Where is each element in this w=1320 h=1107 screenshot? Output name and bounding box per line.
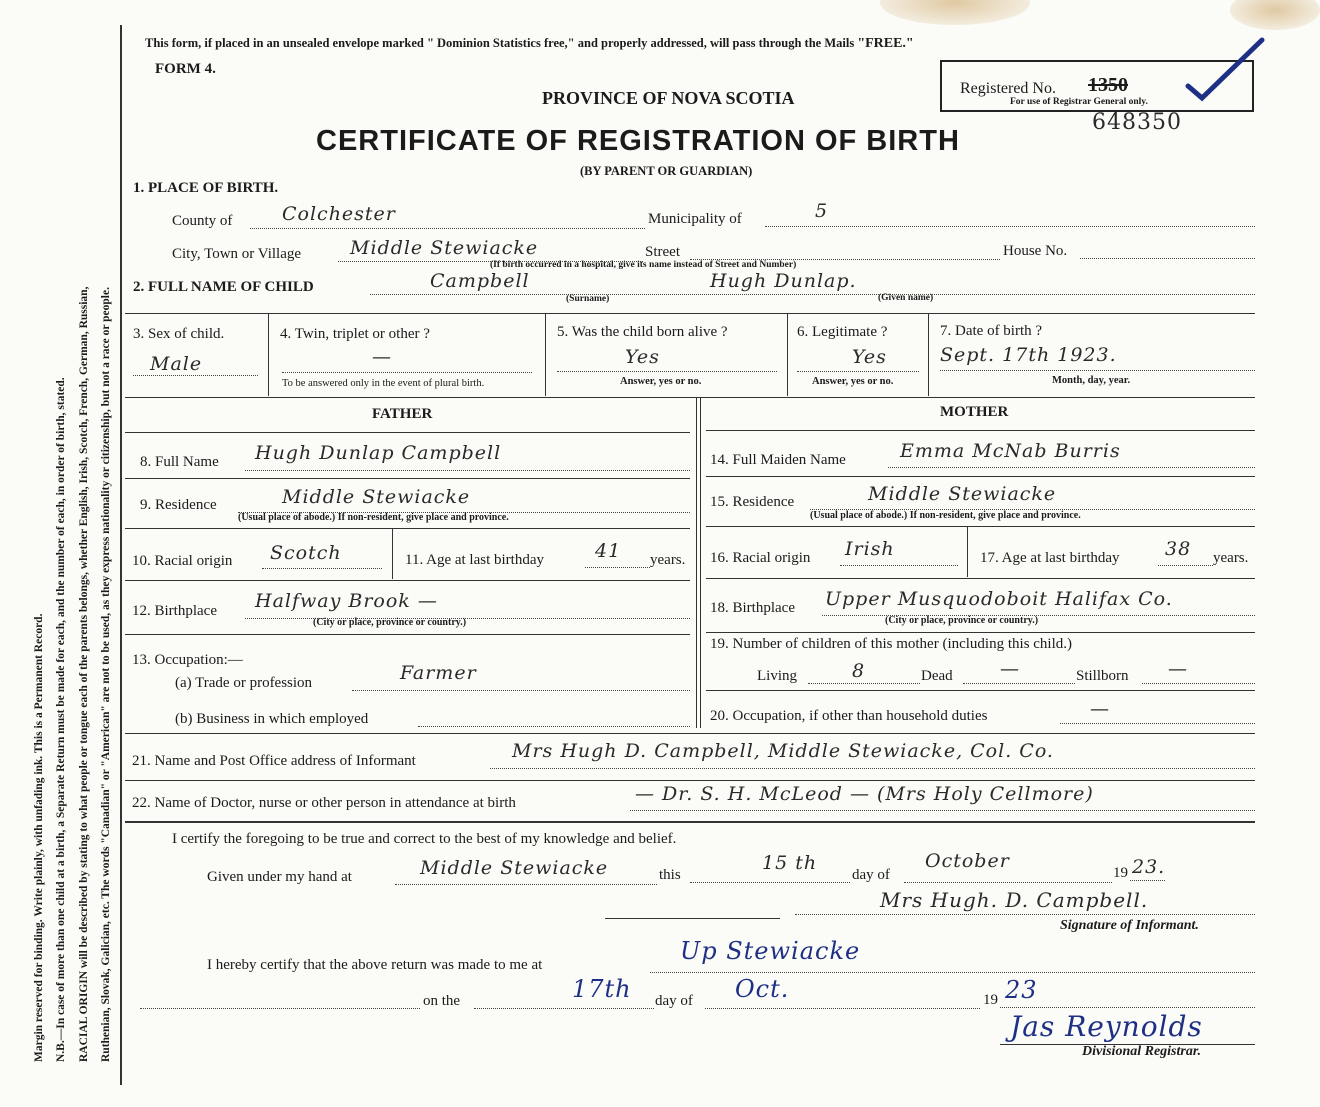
dead-label: Dead (921, 668, 953, 684)
divider (125, 580, 690, 581)
informant-label: 21. Name and Post Office address of Informant (132, 753, 416, 769)
mother-birthplace-label: 18. Birthplace (710, 600, 795, 616)
divider (392, 529, 393, 579)
divider (125, 313, 1255, 314)
divider (696, 398, 697, 728)
mother-name-value: Emma McNab Burris (900, 440, 1121, 462)
father-trade-line (352, 690, 690, 691)
divider (125, 733, 1255, 734)
divider (700, 398, 701, 728)
registrar-day-line (474, 1008, 654, 1009)
alive-label: 5. Was the child born alive ? (557, 324, 728, 340)
divider (706, 578, 1255, 579)
binding-margin-line (120, 25, 122, 1085)
certificate-subtitle: (BY PARENT OR GUARDIAN) (580, 164, 753, 178)
mother-birthplace-value: Upper Musquodoboit Halifax Co. (825, 588, 1173, 610)
child-given-name: Hugh Dunlap. (710, 270, 857, 292)
legitimate-value: Yes (852, 346, 887, 368)
day-of-label: day of (852, 867, 890, 883)
father-name-line (245, 470, 690, 471)
margin-note-1: Margin reserved for binding. Write plainly, with unfading ink. This is a Permanent Record. (33, 613, 45, 1062)
street-label: Street (645, 244, 680, 260)
father-racial-label: 10. Racial origin (132, 553, 233, 569)
divider (928, 314, 929, 396)
registrar-day-value: 17th (572, 975, 632, 1003)
checkmark-icon (1180, 34, 1270, 104)
dob-note: Month, day, year. (1052, 375, 1131, 386)
living-line (808, 683, 920, 684)
father-birthplace-line (245, 618, 690, 619)
divider (125, 397, 1255, 398)
sex-label: 3. Sex of child. (133, 326, 225, 342)
dead-line (963, 683, 1075, 684)
registration-number: 648350 (1092, 110, 1182, 135)
stillborn-line (1142, 683, 1255, 684)
registrar-place-value: Up Stewiacke (680, 937, 861, 965)
paper-stain (880, 0, 1030, 25)
father-residence-label: 9. Residence (140, 497, 217, 513)
place-of-birth-heading: 1. PLACE OF BIRTH. (133, 180, 279, 196)
registrar-note: For use of Registrar General only. (1010, 97, 1148, 107)
form-number: FORM 4. (155, 61, 216, 77)
twin-label: 4. Twin, triplet or other ? (280, 326, 430, 342)
registrar-month-line (705, 1008, 980, 1009)
informant-value: Mrs Hugh D. Campbell, Middle Stewiacke, Col. Co. (512, 740, 1054, 762)
mother-age-label: 17. Age at last birthday (980, 550, 1120, 566)
mother-residence-label: 15. Residence (710, 494, 795, 510)
certificate-title: CERTIFICATE OF REGISTRATION OF BIRTH (316, 125, 960, 157)
legitimate-line (797, 371, 919, 372)
living-label: Living (757, 668, 797, 684)
margin-note-3: RACIAL ORIGIN will be described by stating to what people or tongue each of the parents belongs, whether English, Irish, Scotch, French, German, Russian, (78, 286, 90, 1062)
children-label: 19. Number of children of this mother (including this child.) (710, 636, 1073, 652)
paper-stain (1230, 0, 1320, 30)
father-residence-note: (Usual place of abode.) If non-resident, give place and province. (238, 512, 509, 523)
father-birthplace-label: 12. Birthplace (132, 603, 217, 619)
divider (605, 918, 780, 919)
dob-label: 7. Date of birth ? (940, 323, 1043, 339)
divider (706, 476, 1255, 477)
informant-line (490, 768, 1255, 769)
registrar-day-of-label: day of (655, 993, 693, 1009)
margin-note-4: Ruthenian, Slovak, Galician, etc. The words "Canadian" or "American" are not to be used, as they express nationality or citizenship, but not a race or people. (100, 287, 112, 1062)
registrar-month-value: Oct. (735, 975, 790, 1003)
given-place-value: Middle Stewiacke (420, 857, 609, 879)
registrar-signature: Jas Reynolds (1010, 1010, 1203, 1043)
legitimate-label: 6. Legitimate ? (797, 324, 888, 340)
mother-racial-line (840, 565, 958, 566)
alive-note: Answer, yes or no. (620, 376, 702, 387)
divider (706, 632, 1255, 633)
municipality-label: Municipality of (648, 211, 742, 227)
father-racial-line (262, 568, 382, 569)
given-day-value: 15 th (762, 852, 818, 874)
twin-value: — (372, 346, 392, 368)
father-business-line (418, 726, 690, 727)
registrar-place-line (650, 972, 1255, 973)
father-age-value: 41 (595, 540, 622, 562)
twin-note: To be answered only in the event of plural birth. (282, 378, 485, 389)
municipality-line (765, 226, 1255, 227)
province-heading: PROVINCE OF NOVA SCOTIA (542, 88, 795, 108)
mother-birthplace-note: (City or place, province or country.) (885, 615, 1039, 626)
given-year-value: 23. (1132, 856, 1166, 878)
mail-notice: This form, if placed in an unsealed envelope marked " Dominion Statistics free," and properly addressed, will pass through the Mails "FREE." (145, 36, 914, 51)
mother-age-line (1158, 565, 1213, 566)
given-month-line (904, 882, 1112, 883)
mother-name-label: 14. Full Maiden Name (710, 452, 846, 468)
given-label: Given under my hand at (207, 869, 352, 885)
father-racial-value: Scotch (270, 542, 342, 564)
divider (787, 314, 788, 396)
mother-heading: MOTHER (940, 404, 1009, 420)
informant-signature-caption: Signature of Informant. (1060, 918, 1199, 933)
divider (125, 432, 690, 433)
city-label: City, Town or Village (172, 246, 302, 262)
father-occupation-label: 13. Occupation:— (132, 652, 243, 668)
dead-value: — (1000, 658, 1020, 680)
dob-line (940, 370, 1255, 371)
county-label: County of (172, 213, 233, 229)
given-year-prefix: 19 (1113, 865, 1128, 881)
registrar-statement: I hereby certify that the above return was made to me at (207, 957, 543, 973)
mother-age-unit: years. (1213, 550, 1249, 566)
father-heading: FATHER (372, 406, 433, 422)
divider (125, 821, 1255, 823)
father-age-unit: years. (650, 552, 686, 568)
divider (125, 780, 1255, 781)
stillborn-label: Stillborn (1076, 668, 1129, 684)
living-value: 8 (852, 660, 866, 682)
informant-signature: Mrs Hugh. D. Campbell. (880, 888, 1149, 912)
county-line (250, 228, 645, 229)
father-name-label: 8. Full Name (140, 454, 219, 470)
on-the-label: on the (423, 993, 461, 1009)
divider (967, 527, 968, 577)
given-month-value: October (925, 850, 1010, 872)
given-place-line (395, 884, 657, 885)
mother-occupation-label: 20. Occupation, if other than household duties (710, 708, 988, 724)
father-birthplace-value: Halfway Brook — (255, 590, 438, 612)
father-birthplace-note: (City or place, province or country.) (313, 617, 467, 628)
mother-occupation-line (1060, 723, 1255, 724)
father-trade-value: Farmer (400, 662, 477, 684)
city-value: Middle Stewiacke (350, 237, 539, 259)
father-trade-label: (a) Trade or profession (175, 675, 313, 691)
mother-residence-value: Middle Stewiacke (868, 483, 1057, 505)
doctor-label: 22. Name of Doctor, nurse or other person in attendance at birth (132, 795, 516, 811)
mother-name-line (888, 467, 1255, 468)
doctor-value: — Dr. S. H. McLeod — (Mrs Holy Cellmore) (635, 783, 1094, 805)
house-line (1080, 258, 1255, 259)
divider (545, 314, 546, 396)
mother-racial-label: 16. Racial origin (710, 550, 811, 566)
father-business-label: (b) Business in which employed (175, 711, 369, 727)
divider (125, 478, 690, 479)
given-note: (Given name) (878, 293, 934, 303)
alive-value: Yes (625, 346, 660, 368)
sex-line (133, 375, 258, 376)
twin-line (282, 372, 532, 373)
father-age-label: 11. Age at last birthday (405, 552, 544, 568)
county-value: Colchester (282, 203, 396, 225)
divider (268, 314, 269, 396)
father-residence-value: Middle Stewiacke (282, 486, 471, 508)
registrar-year-value: 23 (1005, 976, 1038, 1004)
given-day-line (690, 882, 850, 883)
father-name-value: Hugh Dunlap Campbell (255, 442, 502, 464)
hospital-note: (If birth occurred in a hospital, give its name instead of Street and Number) (490, 260, 797, 270)
alive-line (557, 371, 777, 372)
registered-value: 1350 (1088, 74, 1128, 96)
registrar-lead-line (140, 1008, 420, 1009)
margin-note-2: N.B.—In case of more than one child at a birth, a Separate Return must be made for each, and the number of each, in order of birth, stated. (55, 377, 67, 1062)
mother-occupation-value: — (1090, 698, 1110, 720)
father-age-line (585, 567, 650, 568)
mother-age-value: 38 (1165, 538, 1192, 560)
certify-statement: I certify the foregoing to be true and correct to the best of my knowledge and belief. (172, 831, 677, 847)
child-name-label: 2. FULL NAME OF CHILD (133, 279, 314, 295)
divider (125, 528, 690, 529)
informant-signature-line (795, 914, 1255, 915)
divider (125, 634, 690, 635)
mother-racial-value: Irish (845, 538, 895, 560)
given-year-line (1130, 880, 1165, 881)
sex-value: Male (150, 353, 203, 375)
doctor-line (630, 810, 1255, 811)
registrar-year-prefix: 19 (983, 992, 998, 1008)
child-surname: Campbell (430, 270, 530, 292)
mother-residence-note: (Usual place of abode.) If non-resident, give place and province. (810, 510, 1081, 521)
dob-value: Sept. 17th 1923. (940, 344, 1117, 366)
stillborn-value: — (1168, 658, 1188, 680)
child-name-line (370, 294, 1255, 295)
divider (706, 430, 1255, 431)
this-label: this (659, 867, 681, 883)
registrar-caption: Divisional Registrar. (1082, 1044, 1202, 1059)
registrar-year-line (1000, 1007, 1255, 1008)
registered-label: Registered No. (960, 80, 1056, 97)
municipality-value: 5 (815, 200, 829, 222)
divider (706, 526, 1255, 527)
divider (706, 690, 1255, 691)
house-label: House No. (1003, 243, 1068, 259)
legitimate-note: Answer, yes or no. (812, 376, 894, 387)
surname-note: (Surname) (566, 294, 610, 304)
